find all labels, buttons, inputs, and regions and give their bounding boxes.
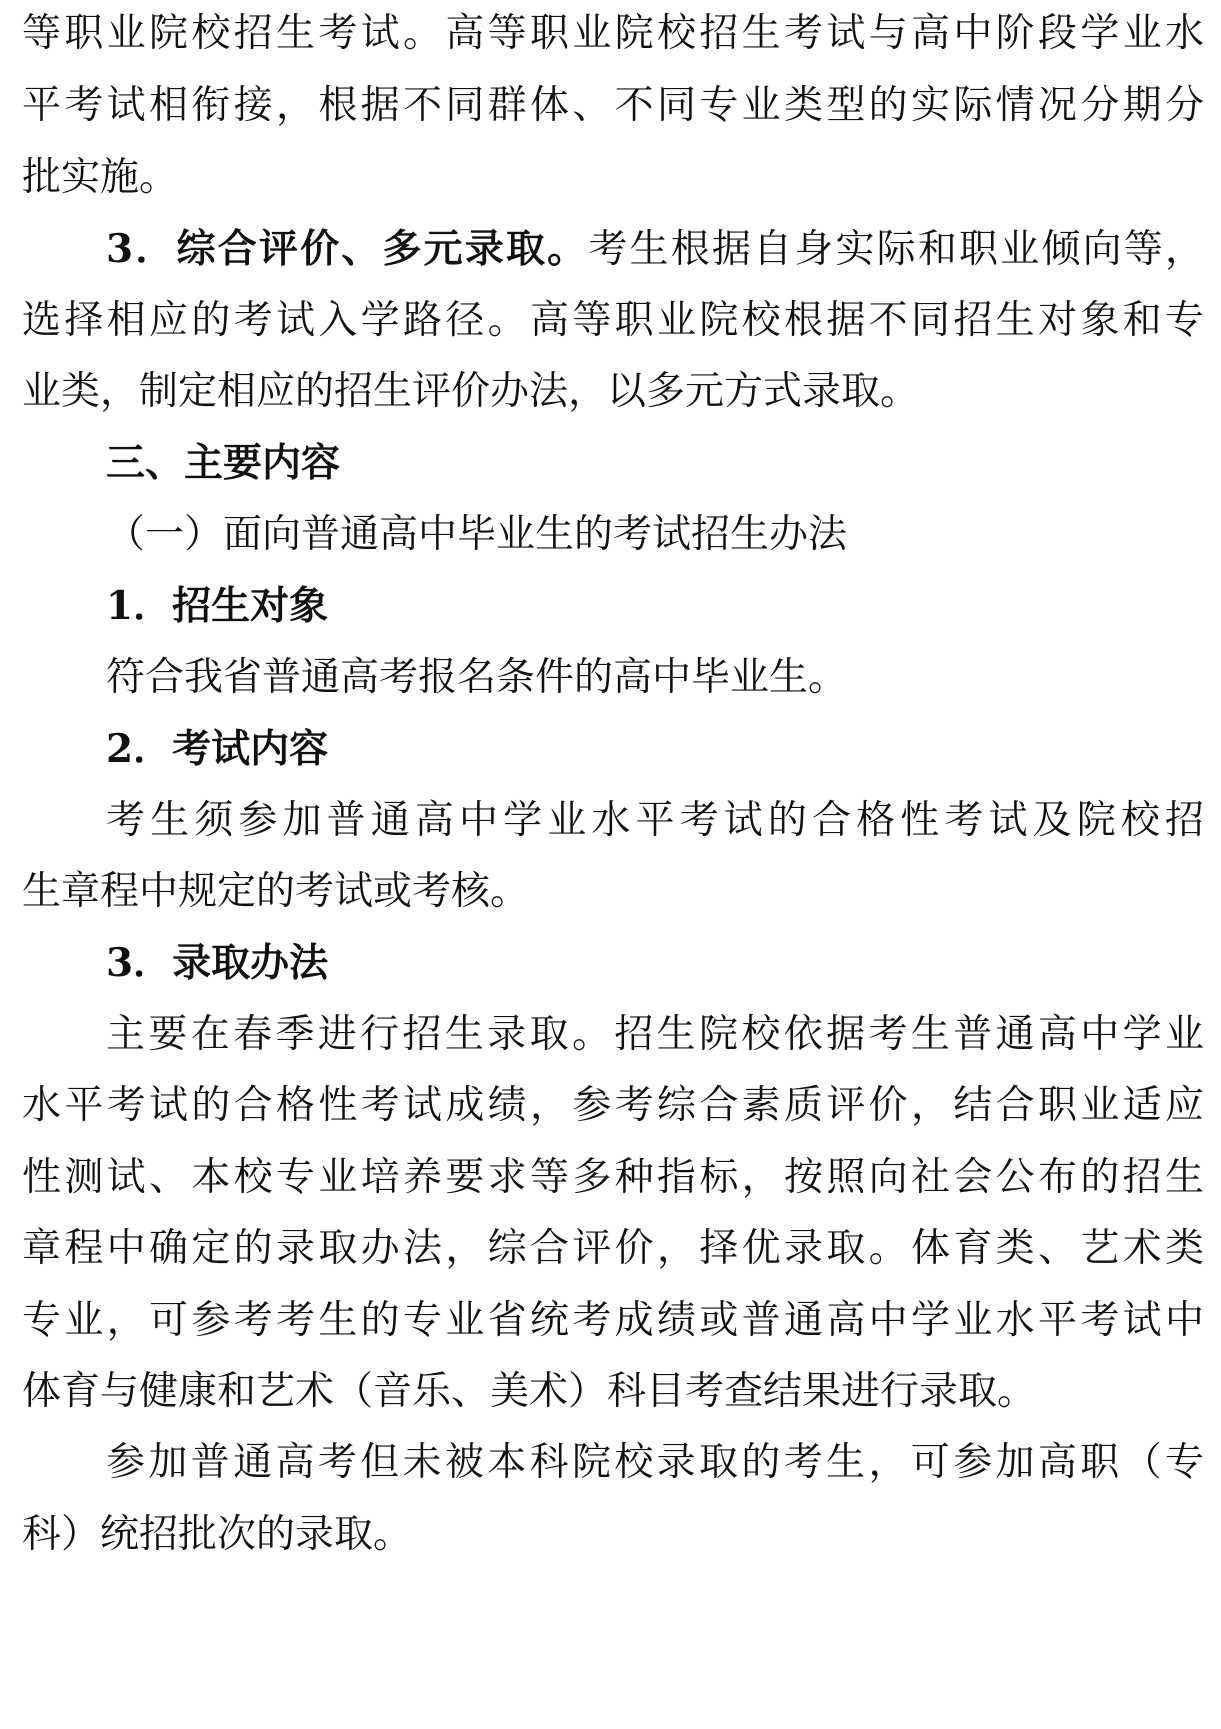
paragraph-line: 批实施。	[22, 155, 179, 200]
paragraph-line: 平考试相衔接，根据不同群体、不同专业类型的实际情况分期分	[22, 83, 1204, 128]
inline-heading: 3．综合评价、多元录取。	[106, 226, 589, 272]
paragraph-line: 等职业院校招生考试。高等职业院校招生考试与高中阶段学业水	[22, 11, 1204, 56]
paragraph-line: 体育与健康和艺术（音乐、美术）科目考查结果进行录取。	[22, 1369, 1037, 1414]
paragraph-line: 生章程中规定的考试或考核。	[22, 869, 530, 914]
paragraph-line: 章程中确定的录取办法，综合评价，择优录取。体育类、艺术类	[22, 1226, 1204, 1271]
paragraph-line	[22, 219, 1204, 279]
paragraph-line: 业类，制定相应的招生评价办法，以多元方式录取。	[22, 369, 920, 414]
paragraph-line: 主要在春季进行招生录取。招生院校依据考生普通高中学业	[106, 1012, 1204, 1057]
paragraph-line: 专业，可参考考生的专业省统考成绩或普通高中学业水平考试中	[22, 1298, 1204, 1343]
section-heading: 三、主要内容	[106, 440, 341, 486]
paragraph-line: 科）统招批次的录取。	[22, 1512, 413, 1557]
paragraph-line: 考生须参加普通高中学业水平考试的合格性考试及院校招	[106, 798, 1204, 843]
paragraph-line: 水平考试的合格性考试成绩，参考综合素质评价，结合职业适应	[22, 1083, 1204, 1128]
paragraph-line: 符合我省普通高考报名条件的高中毕业生。	[106, 655, 848, 700]
subsection-heading: （一）面向普通高中毕业生的考试招生办法	[106, 512, 848, 557]
paragraph-line: 参加普通高考但未被本科院校录取的考生，可参加高职（专	[106, 1440, 1204, 1485]
paragraph-line: 选择相应的考试入学路径。高等职业院校根据不同招生对象和专	[22, 298, 1204, 343]
paragraph-line: 性测试、本校专业培养要求等多种指标，按照向社会公布的招生	[22, 1155, 1204, 1200]
item-heading: 2．考试内容	[106, 726, 329, 772]
item-heading: 3．录取办法	[106, 940, 329, 986]
paragraph-text: 考生根据自身实际和职业倾向等，	[588, 227, 1204, 272]
item-heading: 1．招生对象	[106, 583, 329, 629]
